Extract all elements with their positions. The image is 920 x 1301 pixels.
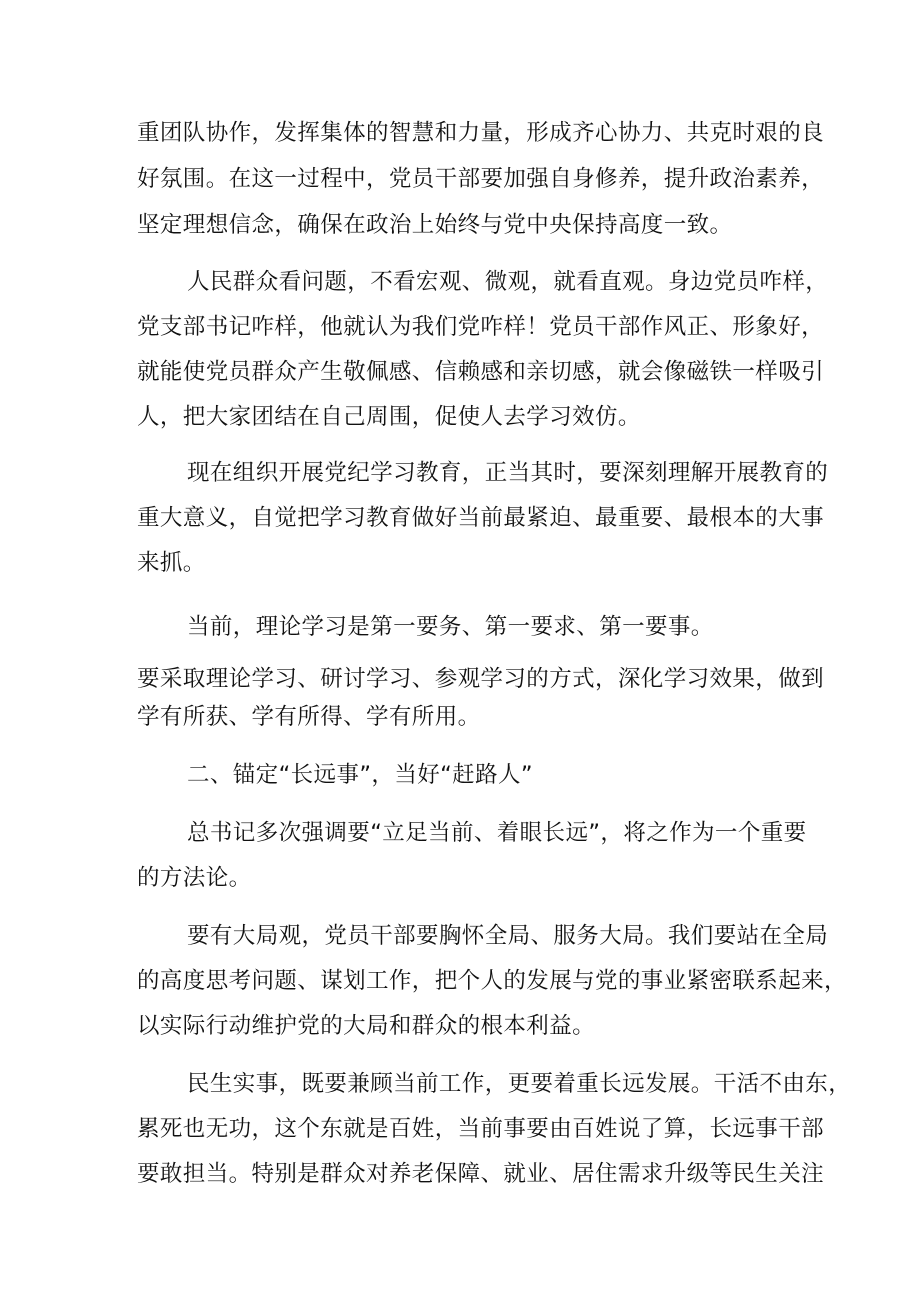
text-line: 就能使党员群众产生敬佩感、信赖感和亲切感，就会像磁铁一样吸引	[137, 359, 825, 385]
text-line: 好氛围。在这一过程中，党员干部要加强自身修养，提升政治素养，	[137, 166, 825, 192]
section-heading: 二、锚定“长远事”，当好“赶路人”	[187, 762, 533, 788]
text-line: 坚定理想信念，确保在政治上始终与党中央保持高度一致。	[137, 212, 733, 238]
text-line: 要敢担当。特别是群众对养老保障、就业、居住需求升级等民生关注	[137, 1161, 825, 1187]
text-line: 要有大局观，党员干部要胸怀全局、服务大局。我们要站在全局	[187, 923, 829, 949]
text-line: 当前，理论学习是第一要务、第一要求、第一要事。	[187, 614, 714, 640]
text-line: 重团队协作，发挥集体的智慧和力量，形成齐心协力、共克时艰的良	[137, 120, 825, 146]
text-line: 学有所获、学有所得、学有所用。	[137, 704, 481, 730]
text-line: 总书记多次强调要“立足当前、着眼长远”，将之作为一个重要	[187, 820, 807, 846]
text-line: 要采取理论学习、研讨学习、参观学习的方式，深化学习效果，做到	[137, 666, 825, 692]
text-line: 的方法论。	[137, 865, 252, 891]
text-line: 来抓。	[137, 550, 206, 576]
text-line: 党支部书记咋样，他就认为我们党咋样！党员干部作风正、形象好，	[137, 314, 825, 340]
text-line: 现在组织开展党纪学习教育，正当其时，要深刻理解开展教育的	[187, 460, 829, 486]
text-line: 累死也无功，这个东就是百姓，当前事要由百姓说了算，长远事干部	[137, 1116, 825, 1142]
text-line: 的高度思考问题、谋划工作，把个人的发展与党的事业紧密联系起来，	[137, 968, 847, 994]
text-line: 人，把大家团结在自己周围，促使人去学习效仿。	[137, 404, 641, 430]
text-line: 重大意义，自觉把学习教育做好当前最紧迫、最重要、最根本的大事	[137, 505, 825, 531]
text-line: 人民群众看问题，不看宏观、微观，就看直观。身边党员咋样，	[187, 269, 829, 295]
text-line: 以实际行动维护党的大局和群众的根本利益。	[137, 1013, 596, 1039]
text-line: 民生实事，既要兼顾当前工作，更要着重长远发展。干活不由东，	[187, 1071, 852, 1097]
